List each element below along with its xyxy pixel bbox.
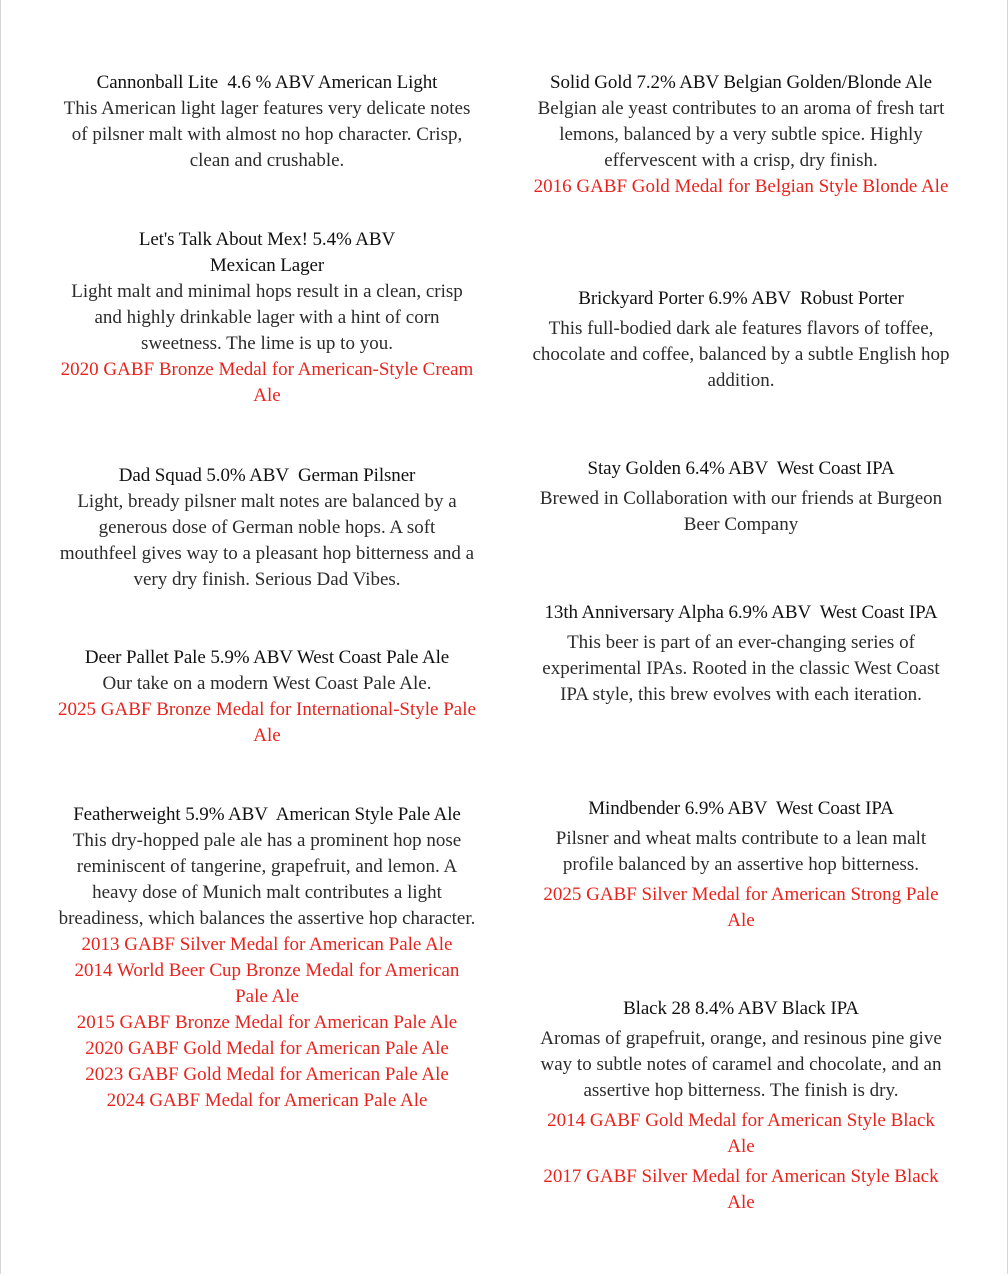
beer-description: Brewed in Collaboration with our friends at Burgeon Beer Company bbox=[539, 488, 947, 535]
beer-item-cannonball-lite bbox=[58, 70, 476, 174]
beer-title: Dad Squad 5.0% ABV German Pilsner bbox=[118, 465, 416, 486]
beer-title: Let's Talk About Mex! 5.4% ABV Mexican Lager bbox=[138, 229, 396, 276]
beer-description: This American light lager features very delicate notes of pilsner malt with almost no hop character. Crisp, clean and crushable. bbox=[63, 98, 476, 171]
beer-item-13th-anniversary-alpha bbox=[532, 600, 950, 708]
award-line: 2023 GABF Gold Medal for American Pale Ale bbox=[85, 1064, 449, 1085]
beer-item-dad-squad bbox=[58, 463, 479, 593]
award-line: 2025 GABF Bronze Medal for International-Style Pale Ale bbox=[58, 699, 476, 746]
beer-description: This dry-hopped pale ale has a prominent hop nose reminiscent of tangerine, grapefruit, and lemon. A heavy dose of Munich malt contributes a light breadiness, which balances the assertive hop character. bbox=[58, 830, 476, 929]
beer-item-featherweight bbox=[58, 802, 476, 1114]
beer-description: Light, bready pilsner malt notes are balanced by a generous dose of German noble hops. A soft mouthfeel gives way to a pleasant hop bitterness and a very dry finish. Serious Dad Vibes. bbox=[59, 491, 479, 590]
beer-description: Pilsner and wheat malts contribute to a lean malt profile balanced by an assertive hop bitterness. bbox=[555, 828, 931, 875]
beer-title: Stay Golden 6.4% ABV West Coast IPA bbox=[587, 458, 895, 479]
award-line: 2025 GABF Silver Medal for American Strong Pale Ale bbox=[543, 884, 939, 931]
beer-item-black-28 bbox=[532, 996, 950, 1216]
beer-title: Mindbender 6.9% ABV West Coast IPA bbox=[588, 798, 894, 819]
beer-title: Featherweight 5.9% ABV American Style Pale Ale bbox=[73, 804, 461, 825]
beer-description: Belgian ale yeast contributes to an aroma of fresh tart lemons, balanced by a very subtle spice. Highly effervescent with a crisp, dry finish. bbox=[537, 98, 950, 171]
beer-item-stay-golden bbox=[532, 456, 950, 538]
beer-title: Deer Pallet Pale 5.9% ABV West Coast Pale Ale bbox=[84, 647, 450, 668]
beer-title: Cannonball Lite 4.6 % ABV American Light bbox=[96, 72, 438, 93]
beer-description: Aromas of grapefruit, orange, and resinous pine give way to subtle notes of caramel and chocolate, and an assertive hop bitterness. The finish is dry. bbox=[540, 1028, 947, 1101]
award-line: 2020 GABF Bronze Medal for American-Style Cream Ale bbox=[60, 359, 474, 406]
beer-title: 13th Anniversary Alpha 6.9% ABV West Coast IPA bbox=[544, 602, 938, 623]
award-line: 2017 GABF Silver Medal for American Style Black Ale bbox=[543, 1166, 939, 1213]
beer-item-mindbender bbox=[532, 796, 950, 934]
award-line: 2014 GABF Gold Medal for American Style Black Ale bbox=[547, 1110, 935, 1157]
award-line: 2016 GABF Gold Medal for Belgian Style Blonde Ale bbox=[533, 176, 949, 197]
beer-description: This beer is part of an ever-changing series of experimental IPAs. Rooted in the classic West Coast IPA style, this brew evolves with each iteration. bbox=[542, 632, 945, 705]
beer-item-deer-pallet-pale bbox=[58, 645, 476, 749]
beer-title: Black 28 8.4% ABV Black IPA bbox=[623, 998, 859, 1019]
award-line: 2013 GABF Silver Medal for American Pale Ale bbox=[81, 934, 453, 955]
beer-description: Light malt and minimal hops result in a clean, crisp and highly drinkable lager with a hint of corn sweetness. The lime is up to you. bbox=[71, 281, 468, 354]
award-line: 2024 GABF Medal for American Pale Ale bbox=[106, 1090, 428, 1111]
beer-item-solid-gold bbox=[532, 70, 950, 200]
award-line: 2015 GABF Bronze Medal for American Pale Ale bbox=[76, 1012, 458, 1033]
beer-description: Our take on a modern West Coast Pale Ale. bbox=[102, 673, 432, 694]
beer-item-lets-talk-about-mex bbox=[58, 227, 476, 409]
beer-item-brickyard-porter bbox=[532, 286, 955, 394]
beer-title: Brickyard Porter 6.9% ABV Robust Porter bbox=[578, 288, 904, 309]
beer-description: This full-bodied dark ale features flavors of toffee, chocolate and coffee, balanced by a subtle English hop addition. bbox=[532, 318, 955, 391]
beer-title: Solid Gold 7.2% ABV Belgian Golden/Blonde Ale bbox=[549, 72, 932, 93]
award-line: 2020 GABF Gold Medal for American Pale Ale bbox=[85, 1038, 449, 1059]
award-line: 2014 World Beer Cup Bronze Medal for American Pale Ale bbox=[74, 960, 460, 1007]
